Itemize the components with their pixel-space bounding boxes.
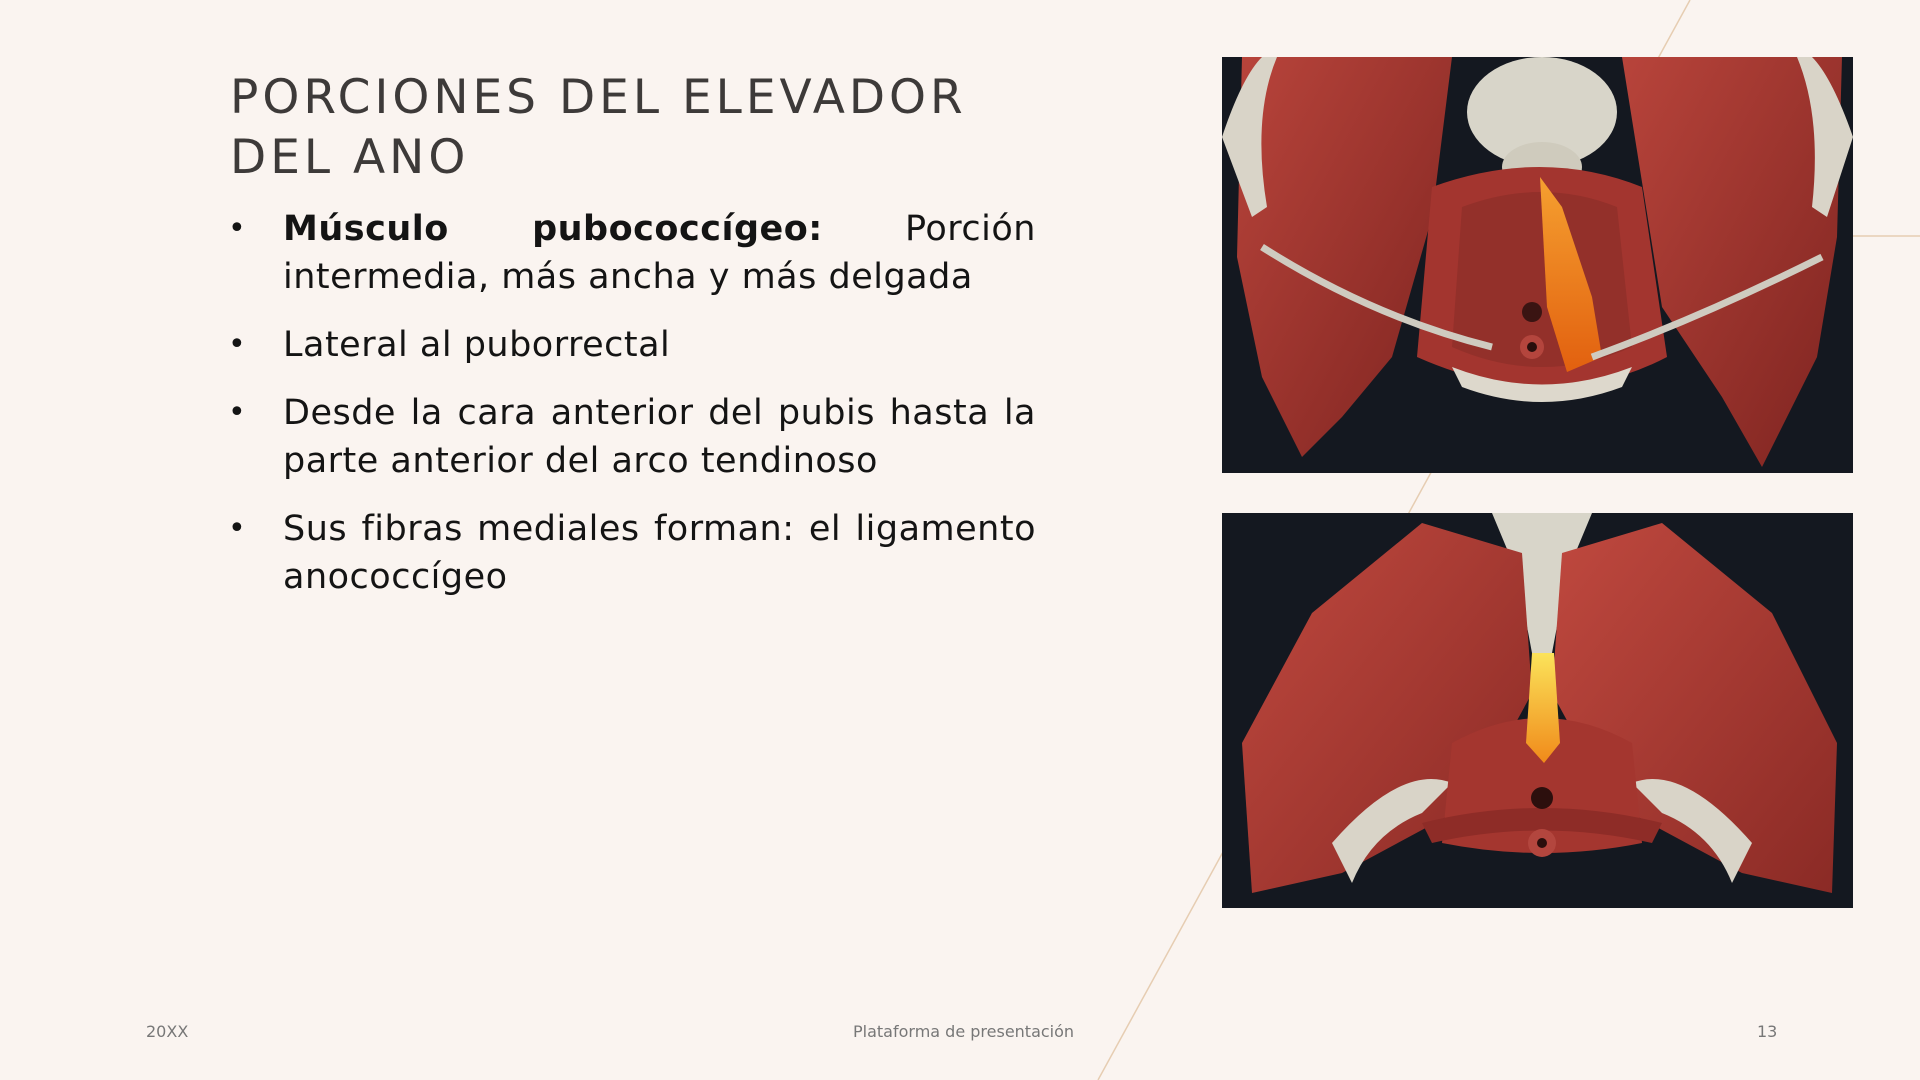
bullet-item: [228, 389, 1036, 485]
bullet-item: [228, 205, 1036, 301]
bullet-text: Sus fibras mediales forman: el ligamento anococcígeo: [283, 509, 1036, 597]
bullet-item: [228, 321, 1036, 369]
pelvic-floor-anatomy-illustration-icon: [1222, 57, 1853, 473]
bullet-icon: •: [228, 327, 247, 362]
bullet-icon: •: [228, 211, 247, 246]
bullet-icon: •: [228, 395, 247, 430]
bullet-icon: •: [228, 511, 247, 546]
page-number: 13: [1757, 1022, 1778, 1041]
footer-title: Plataforma de presentación: [853, 1022, 1075, 1041]
bullet-list: [228, 205, 1036, 601]
anatomy-image-top: [1222, 57, 1853, 473]
bullet-text: Desde la cara anterior del pubis hasta la parte anterior del arco tendinoso: [283, 393, 1036, 481]
bullet-item: [228, 505, 1036, 601]
bullet-text: Lateral al puborrectal: [283, 325, 671, 365]
anatomy-image-bottom: [1222, 513, 1853, 908]
slide-title: PORCIONES DEL ELEVADOR DEL ANO: [230, 70, 967, 185]
bullet-text: Porción intermedia, más ancha y más delgada: [283, 209, 1036, 297]
bullet-term: Músculo pubococcígeo:: [283, 209, 823, 249]
footer-date: 20XX: [146, 1022, 189, 1041]
pelvic-floor-inferior-illustration-icon: [1222, 513, 1853, 908]
